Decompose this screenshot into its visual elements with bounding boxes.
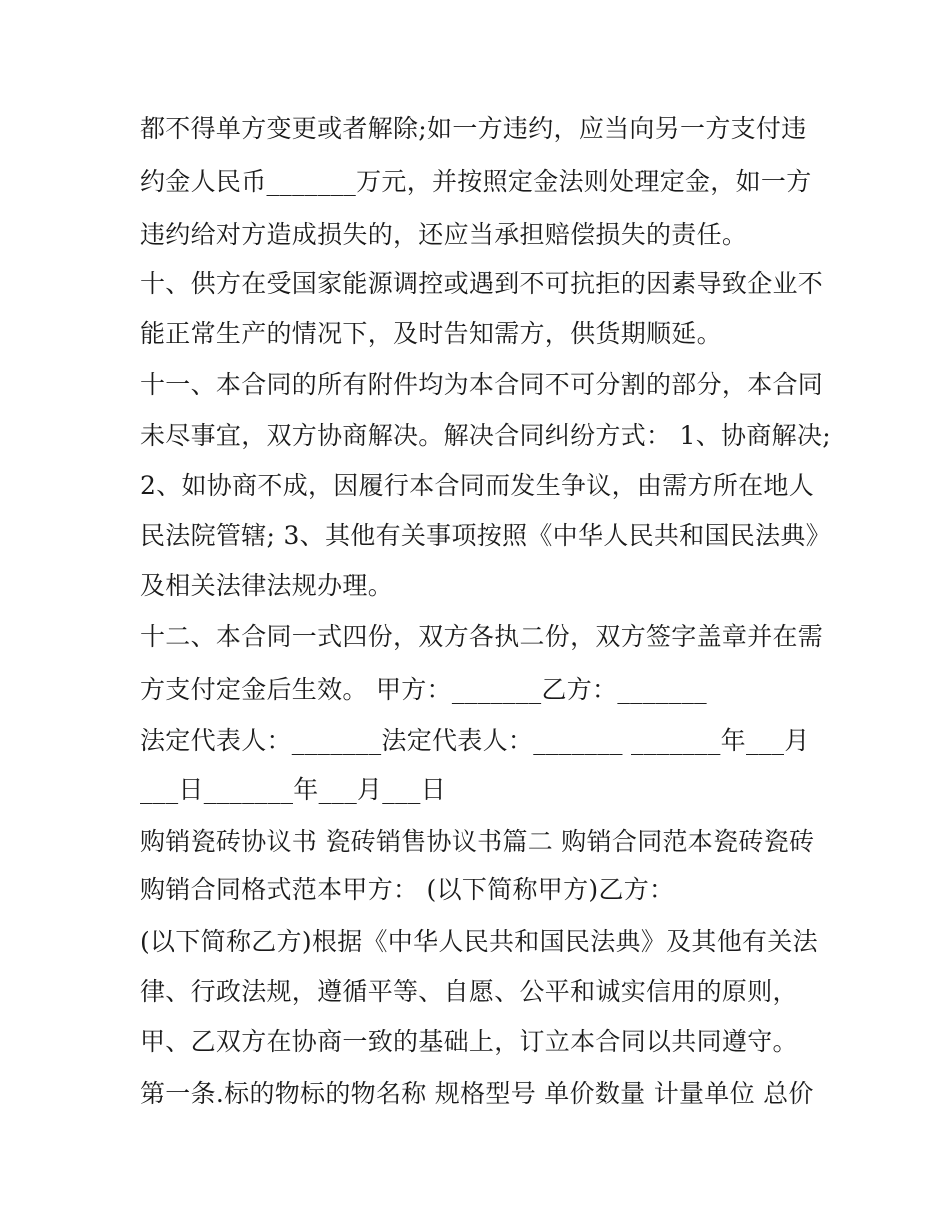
text-line: 购销合同格式范本甲方： (以下简称甲方)乙方：	[140, 875, 675, 904]
text-line: 方支付定金后生效。 甲方：_______乙方：_______	[140, 675, 707, 704]
text-line: 十、供方在受国家能源调控或遇到不可抗拒的因素导致企业不	[140, 269, 824, 298]
text-line: 违约给对方造成损失的，还应当承担赔偿损失的责任。	[140, 220, 748, 249]
text-line: ___日_______年___月___日	[140, 775, 447, 804]
text-line: (以下简称乙方)根据《中华人民共和国民法典》及其他有关法	[140, 927, 818, 956]
text-line: 及相关法律法规办理。	[140, 571, 394, 600]
text-line: 十二、本合同一式四份，双方各执二份，双方签字盖章并在需	[140, 622, 824, 651]
text-line: 十一、本合同的所有附件均为本合同不可分割的部分，本合同	[140, 370, 824, 399]
text-line: 法定代表人：_______法定代表人：_______ _______年___月	[140, 726, 810, 755]
text-line: 能正常生产的情况下，及时告知需方，供货期顺延。	[140, 319, 722, 348]
text-line: 购销瓷砖协议书 瓷砖销售协议书篇二 购销合同范本瓷砖瓷砖	[140, 827, 815, 856]
text-line: 约金人民币_______万元，并按照定金法则处理定金，如一方	[140, 167, 812, 196]
text-line: 未尽事宜，双方协商解决。解决合同纠纷方式： 1、协商解决;	[140, 421, 831, 450]
text-line: 甲、乙双方在协商一致的基础上，订立本合同以共同遵守。	[140, 1027, 798, 1056]
text-line: 民法院管辖; 3、其他有关事项按照《中华人民共和国民法典》	[140, 521, 831, 550]
text-line: 都不得单方变更或者解除;如一方违约，应当向另一方支付违	[140, 114, 807, 143]
text-line: 第一条.标的物标的物名称 规格型号 单价数量 计量单位 总价	[140, 1079, 814, 1108]
text-line: 2、如协商不成，因履行本合同而发生争议，由需方所在地人	[140, 471, 815, 500]
text-line: 律、行政法规，遵循平等、自愿、公平和诚实信用的原则，	[140, 977, 798, 1006]
